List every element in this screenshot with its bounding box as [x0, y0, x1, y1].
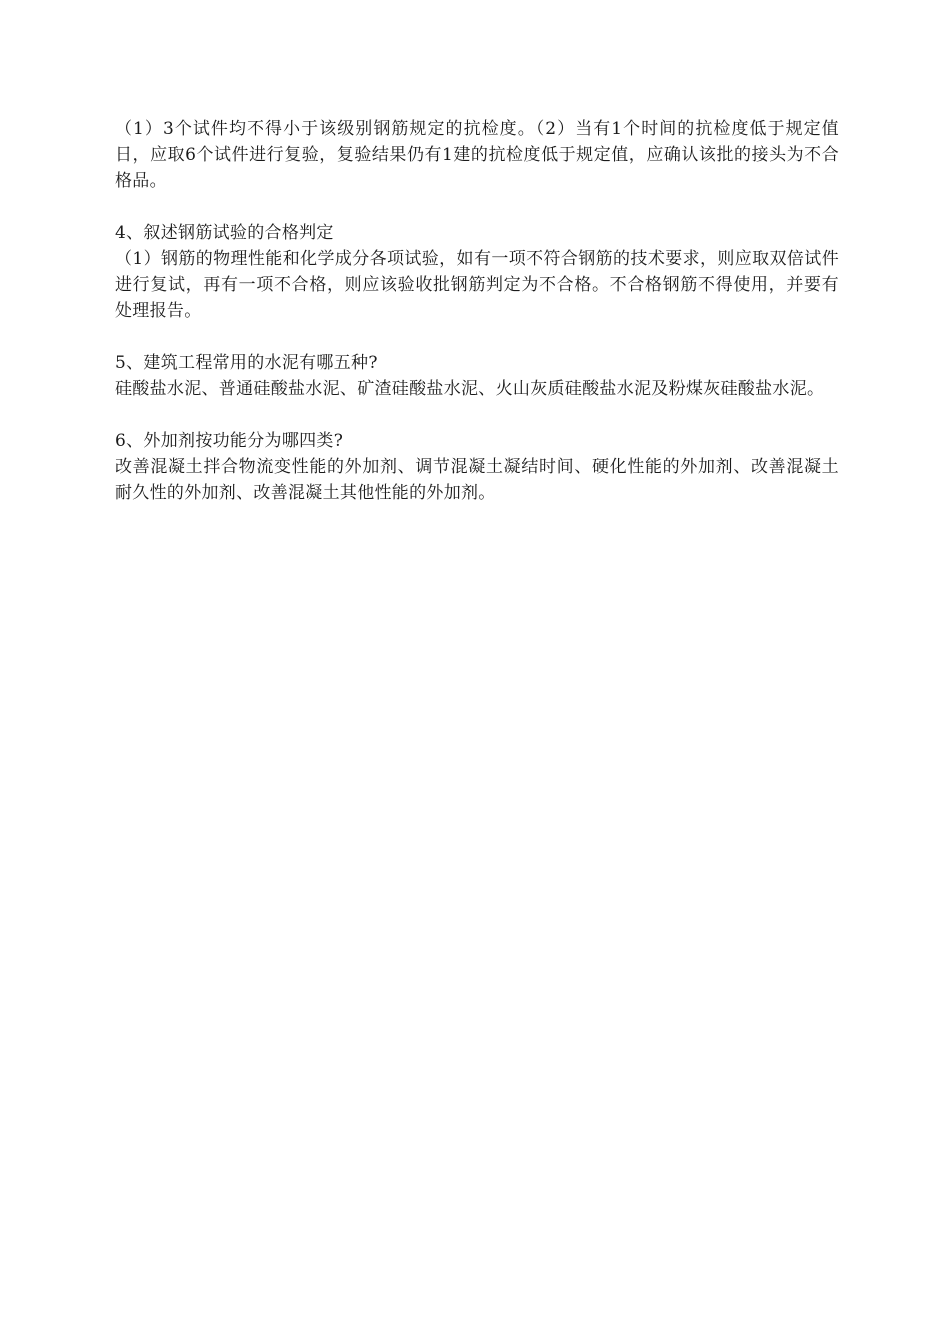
question-block-5	[115, 350, 839, 402]
answer-text: （1）3个试件均不得小于该级别钢筋规定的抗检度。（2）当有1个时间的抗检度低于规定值日，应取6个试件进行复验，复验结果仍有1建的抗检度低于规定值，应确认该批的接头为不合格品。	[115, 119, 839, 191]
answer-text: 硅酸盐水泥、普通硅酸盐水泥、矿渣硅酸盐水泥、火山灰质硅酸盐水泥及粉煤灰硅酸盐水泥。	[115, 379, 825, 399]
question-block-4	[115, 220, 839, 324]
question-heading: 6、外加剂按功能分为哪四类?	[115, 431, 344, 451]
answer-block-3-continued	[115, 116, 839, 194]
question-block-6	[115, 428, 839, 506]
answer-text: （1）钢筋的物理性能和化学成分各项试验，如有一项不符合钢筋的技术要求，则应取双倍试件进行复试，再有一项不合格，则应该验收批钢筋判定为不合格。不合格钢筋不得使用，并要有处理报告。	[115, 249, 839, 321]
document-page	[115, 116, 839, 532]
answer-text: 改善混凝土拌合物流变性能的外加剂、调节混凝土凝结时间、硬化性能的外加剂、改善混凝土耐久性的外加剂、改善混凝土其他性能的外加剂。	[115, 457, 839, 503]
question-heading: 4、叙述钢筋试验的合格判定	[115, 223, 334, 243]
question-heading: 5、建筑工程常用的水泥有哪五种?	[115, 353, 378, 373]
